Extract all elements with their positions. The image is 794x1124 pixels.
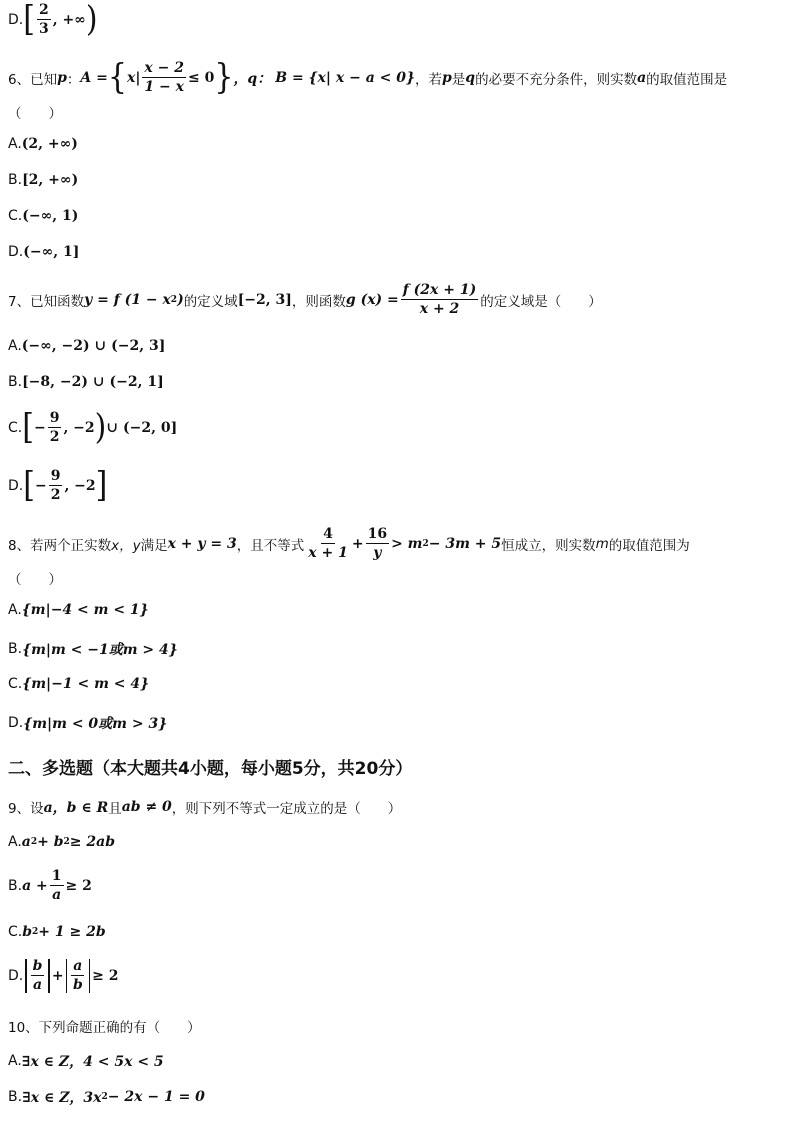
fraction: $\frac{f (2x + 1)}{x + 2}$ [402, 282, 477, 317]
q9-option-b: B. a + $\frac{1}{a}$ ≥ 2 [8, 868, 92, 903]
option-rest: , +∞ [52, 11, 86, 28]
q8-paren: （ ） [8, 572, 62, 588]
q7-option-a: A. (−∞, −2) ∪ (−2, 3] [8, 338, 166, 354]
q6-paren: （ ） [8, 106, 62, 122]
left-bracket: [ [23, 0, 35, 40]
q8-option-c: C. {m|−1 < m < 4} [8, 676, 150, 692]
fraction: $\frac{16}{y}$ [367, 526, 388, 561]
q7-option-c: C. [ − $\frac{9}{2}$ , −2 ) ∪ (−2, 0] [8, 406, 178, 448]
q10-option-a: A. ∃x ∈ Z，4 < 5x < 5 [8, 1053, 164, 1070]
fraction: $\frac{9}{2}$ [49, 410, 60, 445]
q9-option-a: A. a 2 + b 2 ≥ 2ab [8, 834, 116, 850]
q6-stem: 6、已知 p ： A = { x | $\frac{x - 2}{1 - x}$ ≤ 0 } ，q： B = {x| x − a < 0} ，若 p 是 q 的必要不充分条件，则实数 a 的取值范围是 [8, 56, 728, 98]
q6-option-a: A. (2, +∞) [8, 136, 78, 152]
q6-option-c: C. (−∞, 1) [8, 208, 79, 224]
q10-option-b: B. ∃x ∈ Z，3x 2 − 2x − 1 = 0 [8, 1089, 205, 1106]
q9-option-d: D. $\frac{b}{a}$ + $\frac{a}{b}$ ≥ 2 [8, 958, 119, 993]
q10-stem: 10、下列命题正确的有（ ） [8, 1020, 201, 1036]
q7-option-b: B. [−8, −2) ∪ (−2, 1] [8, 374, 164, 390]
fraction: $\frac{x - 2}{1 - x}$ [144, 60, 184, 95]
q8-option-d: D. {m|m < 0或m > 3} [8, 715, 168, 732]
q8-option-b: B. {m|m < −1或m > 4} [8, 641, 178, 658]
q7-option-d: D. [ − $\frac{9}{2}$ , −2 ] [8, 464, 108, 506]
q9-stem: 9、设 a，b ∈ R 且 ab ≠ 0 ，则下列不等式一定成立的是（ ） [8, 799, 402, 817]
fraction: $\frac{b}{a}$ [32, 958, 43, 993]
right-paren: ) [85, 0, 98, 40]
q8-stem: 8、若两个正实数 x，y 满足 x + y = 3 ，且不等式 $\frac{4}{x + 1}$ + $\frac{16}{y}$ > m 2 − 3m + 5 恒成立，则实数 m 的取值范围为 [8, 526, 690, 561]
fraction: $\frac{4}{x + 1}$ [308, 526, 348, 561]
q5-option-d [8, 0, 98, 40]
q8-option-a: A. {m|−4 < m < 1} [8, 602, 149, 618]
section-heading: 二、多选题（本大题共4小题，每小题5分，共20分） [8, 759, 413, 779]
fraction: $\frac{2}{3}$ [38, 2, 49, 37]
fraction: $\frac{9}{2}$ [50, 468, 61, 503]
option-label: D. [8, 11, 24, 28]
q6-option-b: B. [2, +∞) [8, 172, 79, 188]
q6-option-d: D. (−∞, 1] [8, 244, 80, 260]
fraction: $\frac{a}{b}$ [72, 958, 83, 993]
fraction: $\frac{1}{a}$ [51, 868, 62, 903]
q7-stem: 7、已知函数 y = f (1 − x 2 ) 的定义域 [−2, 3] ，则函数 g (x) = $\frac{f (2x + 1)}{x + 2}$ 的定义域是（ ） [8, 282, 602, 317]
q9-option-c: C. b 2 + 1 ≥ 2b [8, 924, 106, 940]
